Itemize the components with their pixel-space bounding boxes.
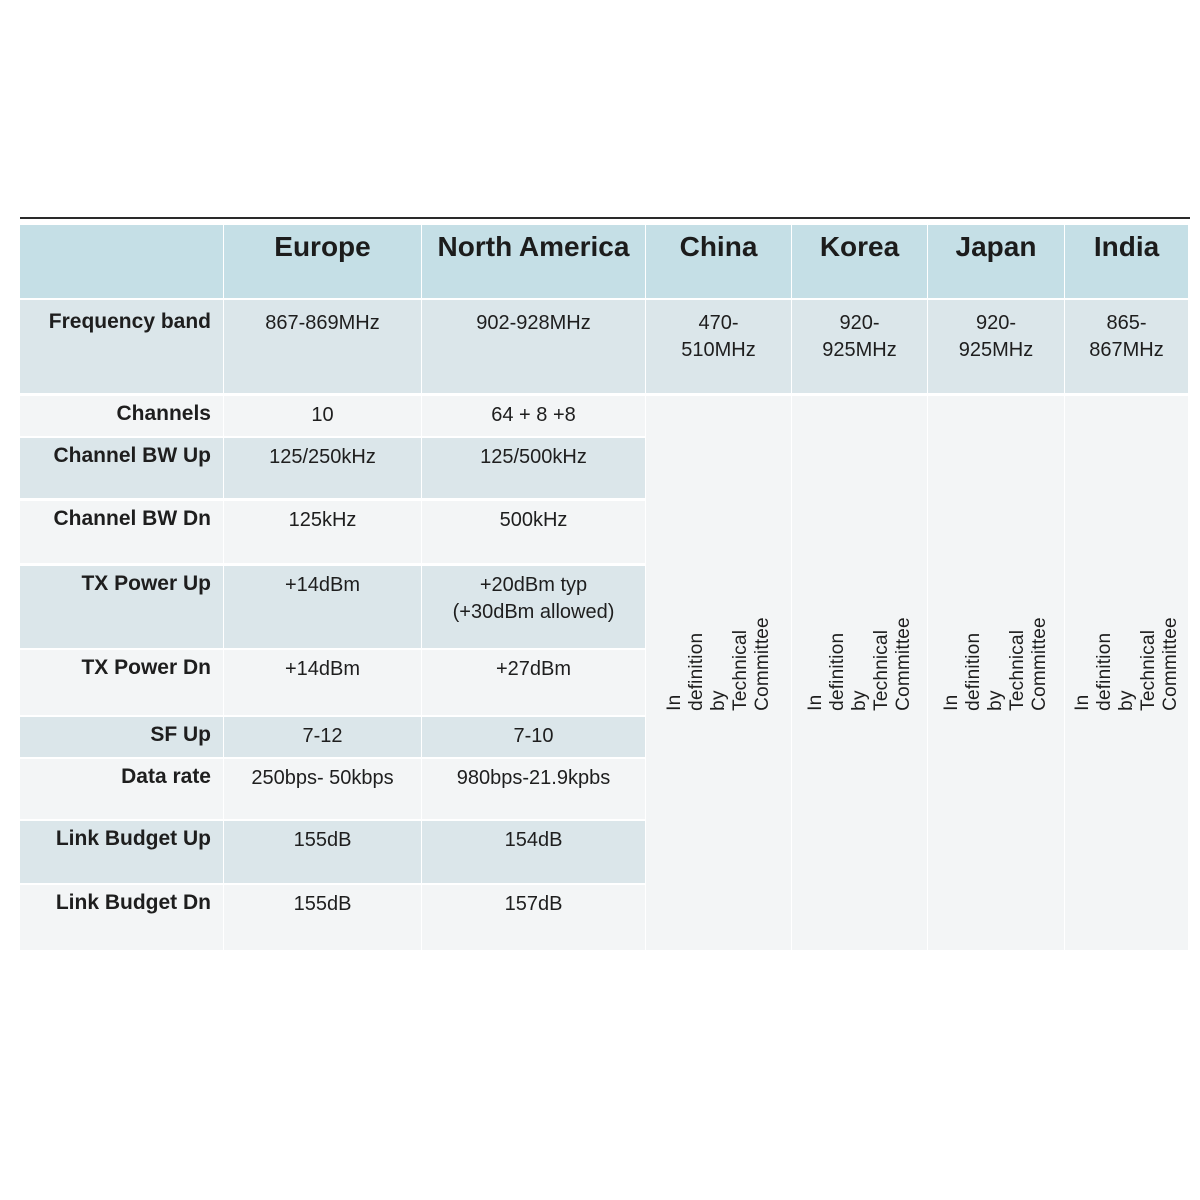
europe-cell — [224, 438, 421, 498]
row-label-cell — [20, 566, 223, 648]
frequency-band-label-cell — [20, 300, 223, 393]
cell-value: 920- 925MHz — [958, 312, 1034, 361]
cell-value: 125/500kHz — [480, 446, 587, 468]
cell-value: 155dB — [293, 893, 352, 915]
header-cell-3 — [646, 225, 791, 298]
cell-value: 155dB — [293, 829, 352, 851]
north-america-cell — [422, 821, 645, 883]
row-label-cell — [20, 821, 223, 883]
cell-value: 980bps-21.9kpbs — [456, 767, 611, 789]
europe-cell — [224, 501, 421, 563]
cell-value: 7-10 — [513, 725, 554, 747]
row-label-cell — [20, 885, 223, 950]
header-cell-4 — [792, 225, 927, 298]
north-america-cell — [422, 759, 645, 819]
cell-value: 250bps- 50kbps — [251, 767, 394, 789]
row-label: Frequency band — [48, 310, 211, 333]
cell-value: 500kHz — [499, 509, 568, 531]
row-label: Data rate — [121, 765, 211, 788]
frequency-band-cell — [646, 300, 791, 393]
row-label: Link Budget Dn — [55, 891, 211, 914]
cell-value: 125/250kHz — [269, 446, 376, 468]
cell-value: 64 + 8 +8 — [491, 404, 576, 426]
top-rule — [20, 217, 1190, 219]
in-definition-column — [928, 396, 1064, 950]
header-cell-6 — [1065, 225, 1188, 298]
cell-value: 867-869MHz — [265, 312, 380, 334]
cell-value: +14dBm — [284, 658, 361, 680]
header-india: India — [1093, 231, 1160, 262]
row-label-cell — [20, 759, 223, 819]
row-label-cell — [20, 501, 223, 563]
north-america-cell — [422, 885, 645, 950]
cell-value: 154dB — [504, 829, 563, 851]
cell-value: 125kHz — [288, 509, 357, 531]
header-korea: Korea — [819, 231, 900, 262]
cell-value: 10 — [311, 404, 334, 426]
cell-value: 902-928MHz — [476, 312, 591, 334]
header-cell-2 — [422, 225, 645, 298]
header-china: China — [679, 231, 758, 262]
in-definition-note: In definition by Technical Committee — [663, 617, 773, 711]
header-cell-0 — [20, 225, 223, 298]
north-america-cell — [422, 717, 645, 757]
regional-parameters-table — [20, 225, 1188, 950]
cell-value: +20dBm typ (+30dBm allowed) — [452, 574, 615, 623]
europe-cell — [224, 821, 421, 883]
cell-value: 865- 867MHz — [1089, 312, 1164, 361]
in-definition-column — [1065, 396, 1188, 950]
in-definition-column — [792, 396, 927, 950]
cell-value: +14dBm — [284, 574, 361, 596]
frequency-band-cell — [792, 300, 927, 393]
cell-value: 7-12 — [302, 725, 343, 747]
row-label-cell — [20, 396, 223, 436]
north-america-cell — [422, 501, 645, 563]
cell-value: 920- 925MHz — [822, 312, 897, 361]
frequency-band-cell — [422, 300, 645, 393]
europe-cell — [224, 885, 421, 950]
north-america-cell — [422, 396, 645, 436]
frequency-band-cell — [1065, 300, 1188, 393]
frequency-band-cell — [928, 300, 1064, 393]
row-label-cell — [20, 650, 223, 715]
row-label: SF Up — [150, 723, 211, 746]
header-cell-5 — [928, 225, 1064, 298]
header-cell-1 — [224, 225, 421, 298]
north-america-cell — [422, 438, 645, 498]
header-japan: Japan — [955, 231, 1037, 262]
in-definition-note: In definition by Technical Committee — [941, 617, 1050, 711]
north-america-cell — [422, 650, 645, 715]
row-label: Channel BW Dn — [53, 507, 211, 530]
row-label: TX Power Dn — [81, 656, 211, 679]
header-europe: Europe — [274, 231, 371, 262]
row-label: TX Power Up — [81, 572, 211, 595]
row-label: Channels — [116, 402, 211, 425]
header-north-america: North America — [437, 231, 630, 262]
row-label: Channel BW Up — [53, 444, 211, 467]
in-definition-note: In definition by Technical Committee — [804, 617, 914, 711]
europe-cell — [224, 396, 421, 436]
in-definition-note: In definition by Technical Committee — [1071, 617, 1181, 711]
europe-cell — [224, 566, 421, 648]
in-definition-column — [646, 396, 791, 950]
cell-value: 470- 510MHz — [681, 312, 756, 361]
cell-value: +27dBm — [495, 658, 572, 680]
row-label-cell — [20, 717, 223, 757]
frequency-band-cell — [224, 300, 421, 393]
cell-value: 157dB — [504, 893, 563, 915]
north-america-cell — [422, 566, 645, 648]
europe-cell — [224, 717, 421, 757]
row-label: Link Budget Up — [55, 827, 211, 850]
row-label-cell — [20, 438, 223, 498]
europe-cell — [224, 759, 421, 819]
europe-cell — [224, 650, 421, 715]
